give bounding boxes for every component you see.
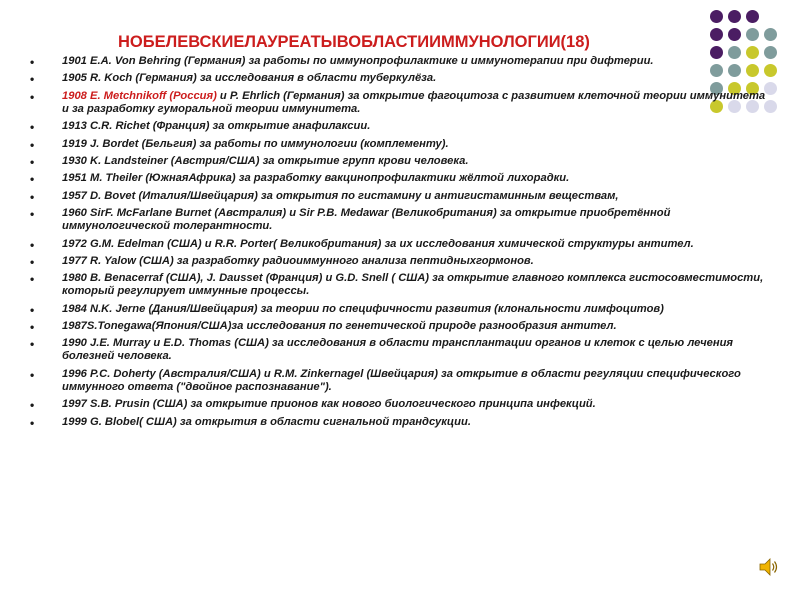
bullet-icon: •: [30, 55, 35, 69]
bullet-icon: •: [30, 272, 35, 287]
list-item: [30, 238, 775, 251]
list-item-text: 1930 K. Landsteiner (Австрия/США) за открытие групп крови человека.: [62, 154, 469, 167]
list-item-text: 1960 SirF. McFarlane Burnet (Австралия) и Sir P.B. Medawar (Великобритания) за открытие приобретённой иммунологической толерантности.: [62, 207, 671, 233]
speaker-icon[interactable]: [757, 556, 779, 578]
list-item-text: 1984 N.K. Jerne (Дания/Швейцария) за теории по специфичности развития (клональности лимфоцитов): [62, 302, 664, 315]
list-item-text: 1980 B. Benacerraf (США), J. Dausset (Франция) и G.D. Snell ( США) за открытие главного комплекса гистосовместимости, который регулирует иммунные процессы.: [62, 272, 764, 298]
list-item: [30, 337, 775, 363]
slide-title: НОБЕЛЕВСКИЕЛАУРЕАТЫВОБЛАСТИИММУНОЛОГИИ(18): [118, 33, 590, 51]
bullet-icon: •: [30, 398, 35, 413]
list-item: [30, 155, 775, 168]
bullet-icon: •: [30, 415, 35, 430]
list-item: [30, 72, 775, 85]
list-item: [30, 255, 775, 268]
list-item-text: 1901 E.A. Von Behring (Германия) за работы по иммунопрофилактике и иммунотерапии при дифтерии.: [62, 55, 654, 67]
bullet-icon: •: [30, 237, 35, 252]
list-item-text: 1990 J.E. Murray и E.D. Thomas (США) за исследования в области трансплантации органов и клеток с целью лечения болезней человека.: [62, 337, 734, 363]
list-item-text: и P. Ehrlich (Германия) за открытие фагоцитоза с развитием клеточной теории иммунитета и за разработку гуморальной теории иммунитета.: [62, 89, 766, 115]
list-item: [30, 172, 775, 185]
list-item: [30, 190, 775, 203]
list-item-text: 1972 G.M. Edelman (США) и R.R. Porter( Великобритания) за их исследования химической структуры антител.: [62, 237, 694, 250]
bullet-icon: •: [30, 89, 35, 104]
list-item: [30, 207, 775, 233]
decorative-dot: [764, 28, 777, 41]
list-item: [30, 272, 775, 298]
bullet-icon: •: [30, 302, 35, 317]
list-item: [30, 120, 775, 133]
bullet-icon: •: [30, 137, 35, 152]
list-item-text: 1977 R. Yalow (США) за разработку радиоиммунного анализа пептидныхгормонов.: [62, 254, 534, 267]
decorative-dot: [728, 10, 741, 23]
bullet-icon: •: [30, 367, 35, 382]
list-item-text: 1999 G. Blobel( США) за открытия в области сигнальной трандсукции.: [62, 415, 471, 428]
list-item-text: 1951 M. Theiler (ЮжнаяАфрика) за разработку вакцинопрофилактики жёлтой лихорадки.: [62, 172, 570, 185]
bullet-icon: •: [30, 254, 35, 269]
list-item-text: 1919 J. Bordet (Бельгия) за работы по иммунологии (комплементу).: [62, 137, 449, 150]
list-item-text: 1905 R. Koch (Германия) за исследования в области туберкулёза.: [62, 72, 437, 85]
laureate-list: [30, 55, 775, 433]
decorative-dot: [728, 28, 741, 41]
list-item-text: 1996 P.C. Doherty (Австралия/США) и R.M. Zinkernagel (Швейцария) за открытие в области регуляции специфического иммунного ответа ("двойное распознавание").: [62, 367, 741, 393]
decorative-dot: [746, 10, 759, 23]
list-item: [30, 368, 775, 394]
decorative-dot: [746, 28, 759, 41]
decorative-dot: [710, 10, 723, 23]
decorative-dot: [710, 28, 723, 41]
list-item: [30, 416, 775, 429]
list-item-text: 1997 S.B. Prusin (США) за открытие прионов как нового биологического принципа инфекций.: [62, 398, 596, 411]
list-item-text: 1913 C.R. Richet (Франция) за открытие анафилаксии.: [62, 120, 371, 133]
bullet-icon: •: [30, 154, 35, 169]
bullet-icon: •: [30, 72, 35, 87]
bullet-icon: •: [30, 172, 35, 187]
bullet-icon: •: [30, 320, 35, 335]
bullet-icon: •: [30, 207, 35, 222]
bullet-icon: •: [30, 120, 35, 135]
list-item: [30, 320, 775, 333]
list-item-text: 1957 D. Bovet (Италия/Швейцария) за открытия по гистамину и антигистаминным веществам,: [62, 189, 619, 202]
list-item: [30, 90, 775, 116]
list-item: [30, 55, 775, 68]
list-item-text: 1987S.Tonegawa(Япония/США)за исследования по генетической природе разнообразия антител.: [62, 320, 617, 333]
list-item: [30, 398, 775, 411]
list-item: [30, 138, 775, 151]
bullet-icon: •: [30, 189, 35, 204]
list-item: [30, 303, 775, 316]
highlighted-laureate: 1908 E. Metchnikoff (Россия): [62, 89, 217, 102]
bullet-icon: •: [30, 337, 35, 352]
